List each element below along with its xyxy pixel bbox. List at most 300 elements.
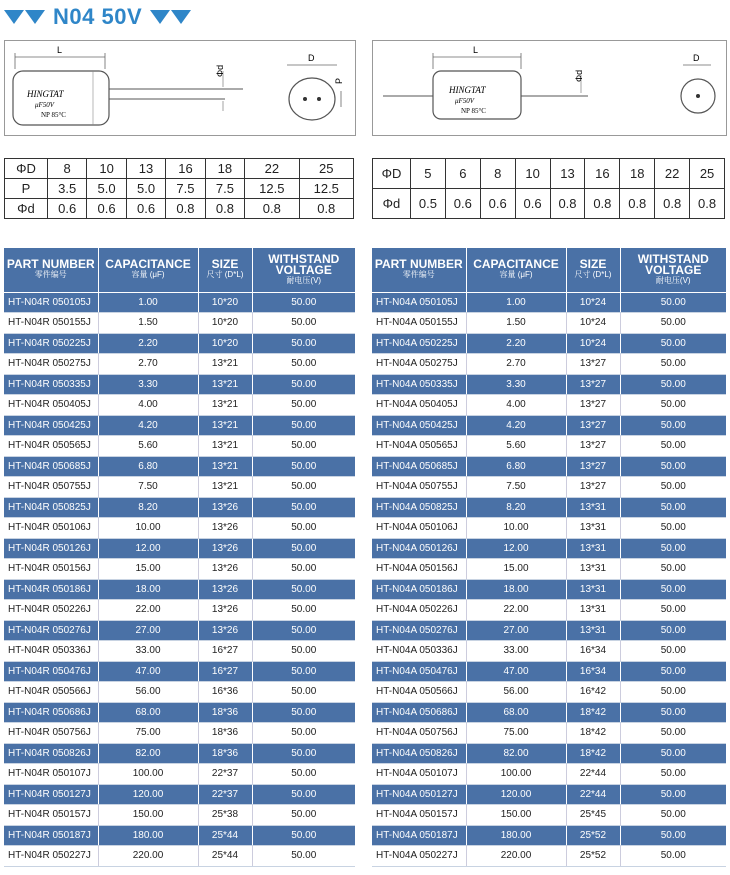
dimension-cell: 18 (205, 159, 244, 179)
size-cell: 13*26 (198, 538, 252, 559)
voltage-cell: 50.00 (252, 723, 355, 744)
dimension-cell: 0.6 (47, 199, 86, 219)
voltage-cell: 50.00 (620, 620, 726, 641)
dimension-row (5, 179, 354, 199)
size-cell: 16*27 (198, 661, 252, 682)
part-number-cell: HT-N04R 050756J (4, 723, 98, 744)
capacitance-cell: 180.00 (98, 825, 198, 846)
capacitance-cell: 12.00 (466, 538, 566, 559)
size-cell: 10*24 (566, 313, 620, 334)
size-cell: 13*27 (566, 415, 620, 436)
part-number-cell: HT-N04A 050405J (372, 395, 466, 416)
voltage-cell: 50.00 (620, 682, 726, 703)
dimension-cell: 0.6 (480, 189, 515, 219)
part-number-cell: HT-N04R 050405J (4, 395, 98, 416)
table-row (4, 477, 355, 498)
part-number-cell: HT-N04R 050227J (4, 846, 98, 867)
body-temp: NP 85°C (41, 111, 66, 119)
size-cell: 18*36 (198, 702, 252, 723)
table-row (4, 579, 355, 600)
dimension-cell: 13 (126, 159, 165, 179)
col-header-part: PART NUMBER 零件编号 (372, 248, 466, 292)
table-row (4, 723, 355, 744)
size-cell: 22*37 (198, 784, 252, 805)
size-cell: 16*27 (198, 641, 252, 662)
dimension-cell: 10 (515, 159, 550, 189)
capacitance-cell: 33.00 (98, 641, 198, 662)
capacitance-cell: 6.80 (98, 456, 198, 477)
part-number-cell: HT-N04R 050685J (4, 456, 98, 477)
capacitance-cell: 27.00 (466, 620, 566, 641)
body-temp: NP 85°C (461, 107, 486, 115)
col-header-size: SIZE 尺寸 (D*L) (198, 248, 252, 292)
part-number-cell: HT-N04A 050425J (372, 415, 466, 436)
part-number-cell: HT-N04A 050155J (372, 313, 466, 334)
dimension-row-label: ΦD (373, 159, 411, 189)
part-number-cell: HT-N04A 050107J (372, 764, 466, 785)
size-cell: 22*44 (566, 764, 620, 785)
capacitance-cell: 4.00 (466, 395, 566, 416)
voltage-cell: 50.00 (620, 579, 726, 600)
part-number-cell: HT-N04R 050276J (4, 620, 98, 641)
size-cell: 13*21 (198, 395, 252, 416)
voltage-cell: 50.00 (252, 784, 355, 805)
part-number-cell: HT-N04R 050156J (4, 559, 98, 580)
capacitance-cell: 75.00 (98, 723, 198, 744)
part-number-cell: HT-N04A 050755J (372, 477, 466, 498)
size-cell: 22*37 (198, 764, 252, 785)
dimension-cell: 8 (480, 159, 515, 189)
size-cell: 13*27 (566, 354, 620, 375)
size-cell: 13*27 (566, 374, 620, 395)
size-cell: 25*52 (566, 846, 620, 867)
table-row (4, 374, 355, 395)
capacitance-cell: 12.00 (98, 538, 198, 559)
table-row (372, 702, 726, 723)
capacitance-cell: 120.00 (466, 784, 566, 805)
voltage-cell: 50.00 (252, 374, 355, 395)
dimension-row (373, 189, 725, 219)
col-header-part: PART NUMBER 零件编号 (4, 248, 98, 292)
part-number-cell: HT-N04A 050156J (372, 559, 466, 580)
part-number-cell: HT-N04A 050566J (372, 682, 466, 703)
capacitance-cell: 56.00 (466, 682, 566, 703)
voltage-cell: 50.00 (252, 682, 355, 703)
voltage-cell: 50.00 (620, 805, 726, 826)
size-cell: 25*44 (198, 825, 252, 846)
part-number-cell: HT-N04R 050826J (4, 743, 98, 764)
table-row (4, 415, 355, 436)
size-cell: 13*26 (198, 497, 252, 518)
capacitance-cell: 2.70 (466, 354, 566, 375)
part-number-cell: HT-N04A 050186J (372, 579, 466, 600)
size-cell: 13*26 (198, 620, 252, 641)
capacitance-cell: 2.70 (98, 354, 198, 375)
capacitance-cell: 47.00 (466, 661, 566, 682)
table-row (4, 395, 355, 416)
dimension-cell: 7.5 (205, 179, 244, 199)
part-number-cell: HT-N04R 050186J (4, 579, 98, 600)
voltage-cell: 50.00 (620, 354, 726, 375)
voltage-cell: 50.00 (620, 333, 726, 354)
capacitance-cell: 3.30 (466, 374, 566, 395)
table-row (372, 723, 726, 744)
size-cell: 10*20 (198, 292, 252, 313)
dimension-cell: 12.5 (299, 179, 353, 199)
capacitance-cell: 15.00 (98, 559, 198, 580)
voltage-cell: 50.00 (252, 641, 355, 662)
size-cell: 13*26 (198, 579, 252, 600)
table-row (372, 374, 726, 395)
radial-capacitor-drawing (5, 41, 355, 135)
table-row (4, 600, 355, 621)
size-cell: 18*36 (198, 743, 252, 764)
body-rating: μF50V (35, 101, 55, 109)
table-row (372, 497, 726, 518)
col-header-voltage: WITHSTAND VOLTAGE 耐电压(V) (252, 248, 355, 292)
dimension-cell: 5.0 (126, 179, 165, 199)
dimension-row-label: Φd (5, 199, 48, 219)
size-cell: 13*31 (566, 497, 620, 518)
dimension-cell: 0.8 (205, 199, 244, 219)
part-number-cell: HT-N04R 050127J (4, 784, 98, 805)
voltage-cell: 50.00 (620, 292, 726, 313)
table-row (4, 641, 355, 662)
table-row (4, 825, 355, 846)
size-cell: 13*21 (198, 374, 252, 395)
voltage-cell: 50.00 (620, 661, 726, 682)
size-cell: 25*52 (566, 825, 620, 846)
size-cell: 13*27 (566, 436, 620, 457)
capacitance-cell: 22.00 (98, 600, 198, 621)
voltage-cell: 50.00 (252, 333, 355, 354)
capacitance-cell: 22.00 (466, 600, 566, 621)
dim-label-d: D (693, 53, 700, 63)
dimension-cell: 0.8 (690, 189, 725, 219)
part-number-cell: HT-N04A 050825J (372, 497, 466, 518)
voltage-cell: 50.00 (620, 374, 726, 395)
dimension-cell: 13 (550, 159, 585, 189)
page-header (4, 4, 191, 30)
dimension-cell: 0.5 (410, 189, 445, 219)
col-header-voltage: WITHSTAND VOLTAGE 耐电压(V) (620, 248, 726, 292)
size-cell: 13*26 (198, 600, 252, 621)
part-number-cell: HT-N04R 050335J (4, 374, 98, 395)
part-number-cell: HT-N04A 050336J (372, 641, 466, 662)
size-cell: 16*42 (566, 682, 620, 703)
voltage-cell: 50.00 (252, 354, 355, 375)
table-row (4, 436, 355, 457)
table-row (4, 764, 355, 785)
dimension-cell: 0.8 (585, 189, 620, 219)
size-cell: 13*27 (566, 477, 620, 498)
dimension-cell: 25 (299, 159, 353, 179)
capacitance-cell: 8.20 (466, 497, 566, 518)
dimension-cell: 22 (245, 159, 299, 179)
capacitance-cell: 3.30 (98, 374, 198, 395)
voltage-cell: 50.00 (620, 846, 726, 867)
voltage-cell: 50.00 (620, 456, 726, 477)
axial-capacitor-drawing (373, 41, 726, 135)
voltage-cell: 50.00 (620, 436, 726, 457)
table-row (372, 292, 726, 313)
voltage-cell: 50.00 (620, 641, 726, 662)
capacitance-cell: 4.20 (466, 415, 566, 436)
voltage-cell: 50.00 (252, 743, 355, 764)
part-number-cell: HT-N04A 050226J (372, 600, 466, 621)
capacitance-cell: 18.00 (466, 579, 566, 600)
size-cell: 16*34 (566, 641, 620, 662)
part-number-cell: HT-N04R 050686J (4, 702, 98, 723)
voltage-cell: 50.00 (620, 395, 726, 416)
size-cell: 18*36 (198, 723, 252, 744)
table-row (372, 805, 726, 826)
voltage-cell: 50.00 (252, 395, 355, 416)
capacitance-cell: 7.50 (466, 477, 566, 498)
dimension-row (373, 159, 725, 189)
capacitance-cell: 68.00 (466, 702, 566, 723)
voltage-cell: 50.00 (620, 825, 726, 846)
part-number-cell: HT-N04A 050756J (372, 723, 466, 744)
table-row (372, 538, 726, 559)
size-cell: 10*24 (566, 292, 620, 313)
part-number-cell: HT-N04A 050126J (372, 538, 466, 559)
table-row (4, 805, 355, 826)
page-title: N04 50V (53, 4, 143, 29)
part-number-cell: HT-N04A 050106J (372, 518, 466, 539)
part-number-cell: HT-N04A 050225J (372, 333, 466, 354)
table-row (372, 518, 726, 539)
part-number-cell: HT-N04R 050107J (4, 764, 98, 785)
voltage-cell: 50.00 (252, 620, 355, 641)
capacitance-cell: 10.00 (466, 518, 566, 539)
table-row (372, 825, 726, 846)
voltage-cell: 50.00 (252, 764, 355, 785)
parts-table-right (372, 248, 726, 867)
table-row (4, 313, 355, 334)
table-row (372, 333, 726, 354)
voltage-cell: 50.00 (252, 313, 355, 334)
size-cell: 13*21 (198, 477, 252, 498)
triangle-down-icon (171, 10, 191, 24)
dimension-row (5, 199, 354, 219)
table-row (372, 354, 726, 375)
voltage-cell: 50.00 (620, 784, 726, 805)
part-number-cell: HT-N04R 050105J (4, 292, 98, 313)
table-row (372, 436, 726, 457)
radial-capacitor-diagram (4, 40, 356, 136)
part-number-cell: HT-N04A 050685J (372, 456, 466, 477)
dimension-cell: 0.6 (445, 189, 480, 219)
capacitance-cell: 56.00 (98, 682, 198, 703)
voltage-cell: 50.00 (252, 661, 355, 682)
dimension-row-label: ΦD (5, 159, 48, 179)
capacitance-cell: 1.50 (98, 313, 198, 334)
dimension-cell: 0.8 (655, 189, 690, 219)
part-number-cell: HT-N04A 050275J (372, 354, 466, 375)
size-cell: 13*31 (566, 620, 620, 641)
table-row (372, 600, 726, 621)
size-cell: 13*27 (566, 456, 620, 477)
part-number-cell: HT-N04A 050686J (372, 702, 466, 723)
axial-capacitor-diagram (372, 40, 727, 136)
voltage-cell: 50.00 (252, 702, 355, 723)
capacitance-cell: 100.00 (466, 764, 566, 785)
part-number-cell: HT-N04R 050155J (4, 313, 98, 334)
voltage-cell: 50.00 (252, 559, 355, 580)
voltage-cell: 50.00 (620, 313, 726, 334)
voltage-cell: 50.00 (620, 518, 726, 539)
col-header-size: SIZE 尺寸 (D*L) (566, 248, 620, 292)
dimension-cell: 3.5 (47, 179, 86, 199)
voltage-cell: 50.00 (620, 702, 726, 723)
capacitance-cell: 15.00 (466, 559, 566, 580)
part-number-cell: HT-N04A 050127J (372, 784, 466, 805)
voltage-cell: 50.00 (620, 764, 726, 785)
voltage-cell: 50.00 (620, 415, 726, 436)
dimension-cell: 0.8 (299, 199, 353, 219)
part-number-cell: HT-N04R 050755J (4, 477, 98, 498)
voltage-cell: 50.00 (620, 723, 726, 744)
size-cell: 22*44 (566, 784, 620, 805)
dim-label-l: L (473, 45, 479, 55)
voltage-cell: 50.00 (252, 846, 355, 867)
voltage-cell: 50.00 (620, 538, 726, 559)
dimension-row-label: Φd (373, 189, 411, 219)
size-cell: 13*27 (566, 395, 620, 416)
part-number-cell: HT-N04A 050187J (372, 825, 466, 846)
voltage-cell: 50.00 (252, 518, 355, 539)
triangle-down-icon (150, 10, 170, 24)
dimension-cell: 7.5 (166, 179, 205, 199)
capacitance-cell: 220.00 (98, 846, 198, 867)
part-number-cell: HT-N04R 050825J (4, 497, 98, 518)
voltage-cell: 50.00 (252, 600, 355, 621)
capacitance-cell: 18.00 (98, 579, 198, 600)
parts-table-left (4, 248, 355, 867)
table-row (372, 764, 726, 785)
dimension-table-right (372, 158, 725, 219)
part-number-cell: HT-N04A 050157J (372, 805, 466, 826)
capacitance-cell: 1.50 (466, 313, 566, 334)
dimension-cell: 22 (655, 159, 690, 189)
dimension-table-left (4, 158, 354, 219)
capacitance-cell: 2.20 (98, 333, 198, 354)
size-cell: 18*42 (566, 723, 620, 744)
dimension-cell: 0.8 (550, 189, 585, 219)
triangle-down-icon (25, 10, 45, 24)
table-row (4, 846, 355, 867)
part-number-cell: HT-N04R 050425J (4, 415, 98, 436)
triangle-down-icon (4, 10, 24, 24)
voltage-cell: 50.00 (620, 600, 726, 621)
part-number-cell: HT-N04R 050106J (4, 518, 98, 539)
voltage-cell: 50.00 (252, 805, 355, 826)
part-number-cell: HT-N04A 050826J (372, 743, 466, 764)
voltage-cell: 50.00 (252, 497, 355, 518)
voltage-cell: 50.00 (252, 292, 355, 313)
size-cell: 13*21 (198, 436, 252, 457)
size-cell: 13*26 (198, 518, 252, 539)
table-row (4, 559, 355, 580)
capacitance-cell: 1.00 (98, 292, 198, 313)
table-row (4, 661, 355, 682)
voltage-cell: 50.00 (252, 436, 355, 457)
dimension-cell: 8 (47, 159, 86, 179)
table-row (4, 354, 355, 375)
dimension-cell: 5.0 (87, 179, 126, 199)
capacitance-cell: 5.60 (98, 436, 198, 457)
dimension-cell: 10 (87, 159, 126, 179)
table-row (4, 784, 355, 805)
table-row (372, 846, 726, 867)
table-row (372, 661, 726, 682)
part-number-cell: HT-N04R 050336J (4, 641, 98, 662)
table-row (372, 579, 726, 600)
voltage-cell: 50.00 (252, 579, 355, 600)
table-row (4, 292, 355, 313)
capacitance-cell: 68.00 (98, 702, 198, 723)
body-brand: HINGTAT (27, 89, 64, 99)
capacitance-cell: 4.00 (98, 395, 198, 416)
capacitance-cell: 75.00 (466, 723, 566, 744)
dimension-cell: 0.8 (245, 199, 299, 219)
table-row (372, 415, 726, 436)
part-number-cell: HT-N04A 050105J (372, 292, 466, 313)
part-number-cell: HT-N04A 050335J (372, 374, 466, 395)
part-number-cell: HT-N04A 050476J (372, 661, 466, 682)
dimension-cell: 16 (166, 159, 205, 179)
dimension-row-label: P (5, 179, 48, 199)
table-row (372, 559, 726, 580)
capacitance-cell: 100.00 (98, 764, 198, 785)
part-number-cell: HT-N04R 050565J (4, 436, 98, 457)
capacitance-cell: 33.00 (466, 641, 566, 662)
capacitance-cell: 27.00 (98, 620, 198, 641)
size-cell: 13*31 (566, 518, 620, 539)
table-row (4, 682, 355, 703)
dimension-cell: 6 (445, 159, 480, 189)
voltage-cell: 50.00 (252, 477, 355, 498)
part-number-cell: HT-N04A 050565J (372, 436, 466, 457)
size-cell: 25*44 (198, 846, 252, 867)
size-cell: 25*38 (198, 805, 252, 826)
size-cell: 18*42 (566, 743, 620, 764)
capacitance-cell: 7.50 (98, 477, 198, 498)
part-number-cell: HT-N04R 050157J (4, 805, 98, 826)
size-cell: 13*31 (566, 538, 620, 559)
size-cell: 13*21 (198, 354, 252, 375)
voltage-cell: 50.00 (620, 559, 726, 580)
dimension-cell: 0.8 (620, 189, 655, 219)
capacitance-cell: 82.00 (466, 743, 566, 764)
dim-label-l: L (57, 45, 63, 55)
part-number-cell: HT-N04R 050126J (4, 538, 98, 559)
voltage-cell: 50.00 (252, 456, 355, 477)
capacitance-cell: 8.20 (98, 497, 198, 518)
part-number-cell: HT-N04R 050566J (4, 682, 98, 703)
part-number-cell: HT-N04R 050187J (4, 825, 98, 846)
table-row (4, 620, 355, 641)
size-cell: 13*26 (198, 559, 252, 580)
capacitance-cell: 150.00 (98, 805, 198, 826)
body-brand: HINGTAT (449, 85, 486, 95)
dimension-row (5, 159, 354, 179)
part-number-cell: HT-N04R 050225J (4, 333, 98, 354)
table-row (4, 456, 355, 477)
size-cell: 10*24 (566, 333, 620, 354)
size-cell: 13*31 (566, 600, 620, 621)
